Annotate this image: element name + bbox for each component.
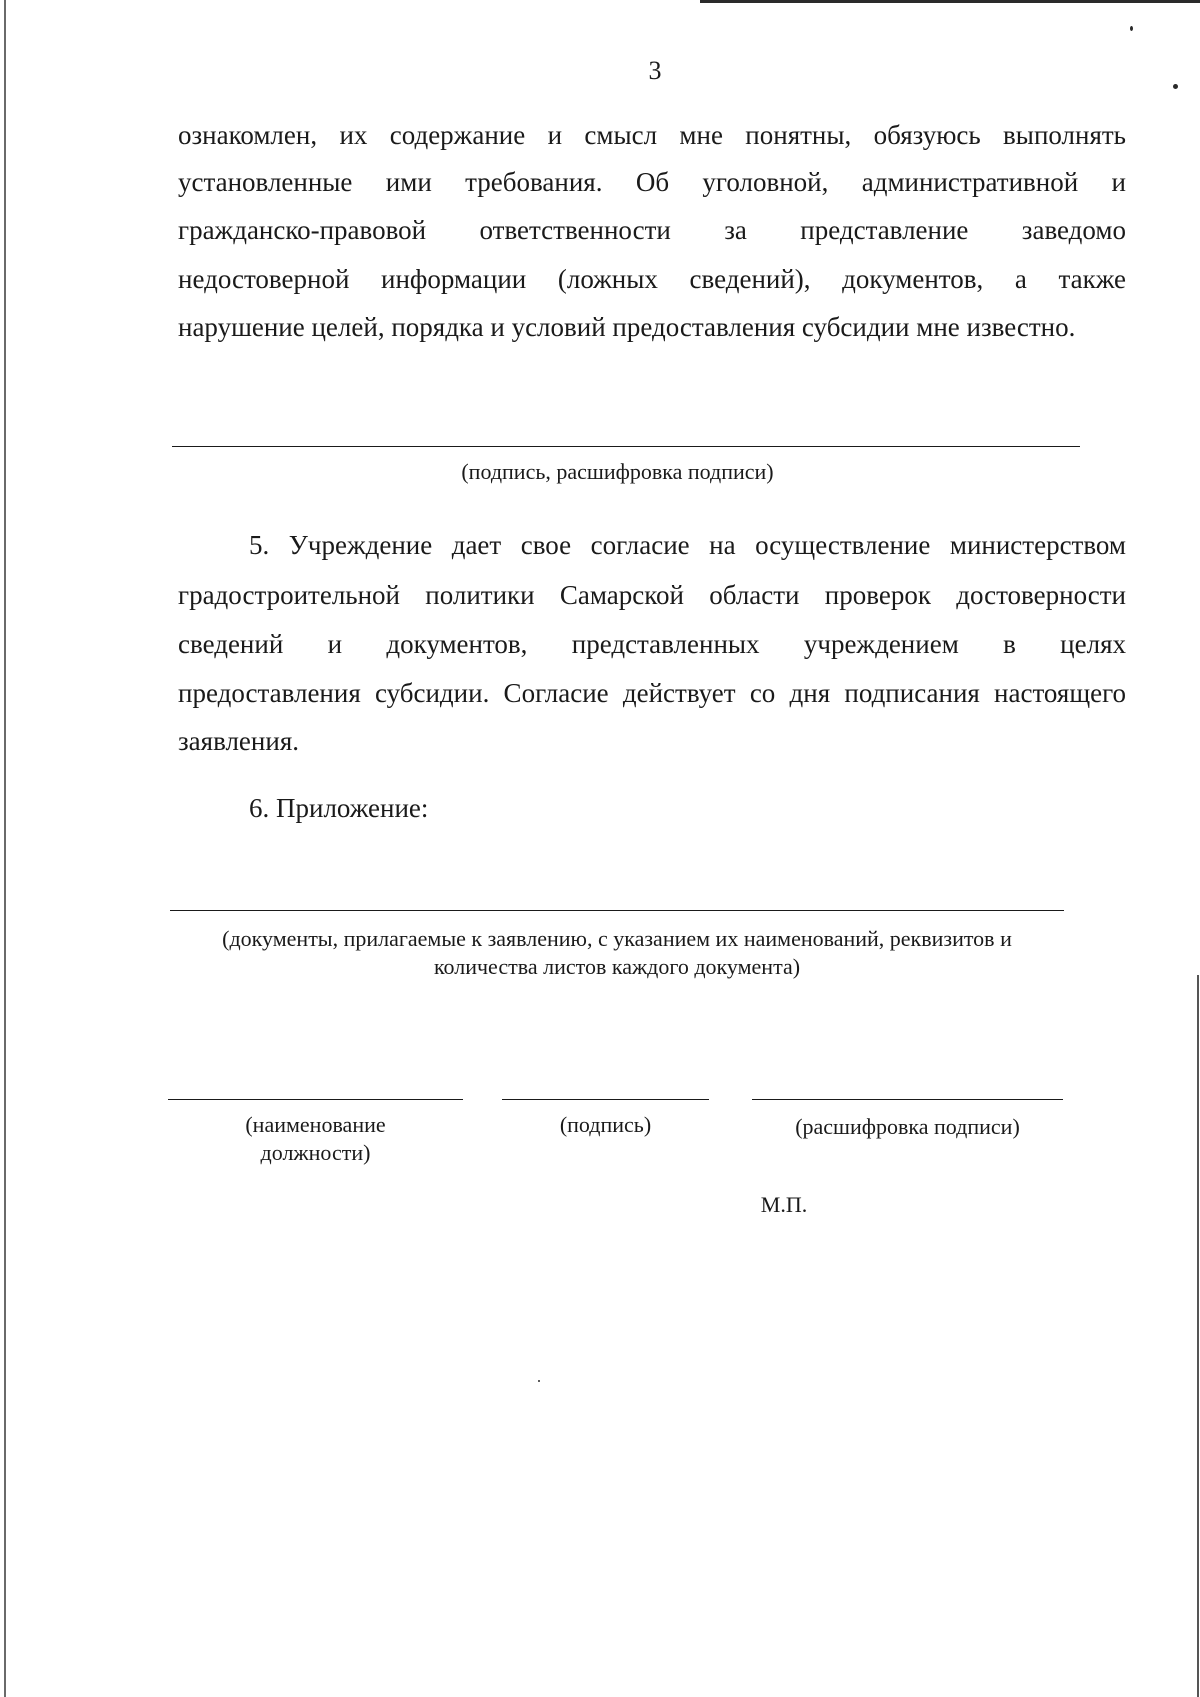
paragraph-line: гражданско-правовой ответственности за представление заведомо <box>178 215 1126 245</box>
attachment-caption: (документы, прилагаемые к заявлению, с указанием их наименований, реквизитов и <box>222 926 1012 951</box>
decoding-line <box>752 1099 1063 1100</box>
attachment-heading: 6. Приложение: <box>249 793 429 823</box>
signature-line <box>502 1099 709 1100</box>
position-line <box>168 1099 463 1100</box>
page-number: 3 <box>648 56 662 85</box>
position-caption: (наименование <box>245 1112 386 1137</box>
position-caption: должности) <box>260 1140 371 1165</box>
paragraph-line: ознакомлен, их содержание и смысл мне понятны, обязуюсь выполнять <box>178 120 1126 150</box>
signature-line <box>172 446 1080 447</box>
scan-speck <box>1130 26 1133 31</box>
attachment-line <box>170 910 1064 911</box>
paragraph-line: установленные ими требования. Об уголовной, административной и <box>178 167 1126 197</box>
attachment-caption: количества листов каждого документа) <box>433 954 801 979</box>
paragraph-line: сведений и документов, представленных учреждением в целях <box>178 629 1126 659</box>
paragraph-line: 5. Учреждение дает свое согласие на осуществление министерством <box>249 530 1126 560</box>
paragraph-line: градостроительной политики Самарской области проверок достоверности <box>178 580 1126 610</box>
signature-caption: (подпись) <box>559 1112 652 1137</box>
scan-edge-top <box>700 0 1200 3</box>
scan-edge-left <box>4 0 6 1697</box>
signature-caption: (подпись, расшифровка подписи) <box>461 459 774 484</box>
paragraph-line: нарушение целей, порядка и условий предоставления субсидии мне известно. <box>178 312 1076 342</box>
decoding-caption: (расшифровка подписи) <box>795 1114 1020 1139</box>
paragraph-line: заявления. <box>178 726 299 756</box>
stamp-mark: М.П. <box>760 1192 808 1217</box>
paragraph-line: предоставления субсидии. Согласие действует со дня подписания настоящего <box>178 678 1126 708</box>
scan-speck <box>538 1380 540 1382</box>
paragraph-line: недостоверной информации (ложных сведений), документов, а также <box>178 264 1126 294</box>
scan-edge-right <box>1197 975 1199 1697</box>
